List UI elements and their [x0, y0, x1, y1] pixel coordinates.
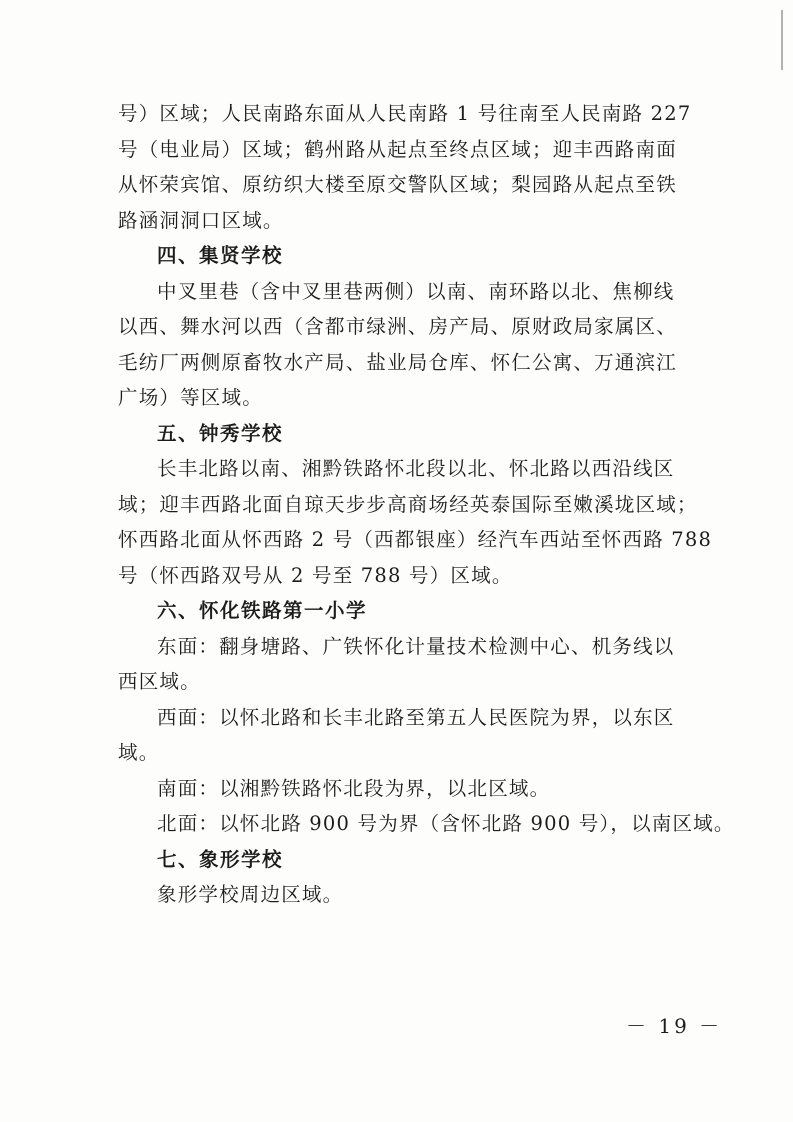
- text-line: 广场）等区域。: [118, 386, 263, 409]
- paragraph: [118, 274, 686, 416]
- text-line: 南面：以湘黔铁路怀北段为界，以北区域。: [157, 776, 551, 800]
- text-line: 毛纺厂两侧原畜牧水产局、盐业局仓库、怀仁公寓、万通滨江: [118, 350, 677, 374]
- text-line: 号（电业局）区域；鹤州路从起点至终点区域；迎丰西路南面: [118, 137, 677, 161]
- text-line: 域；迎丰西路北面自琼天步步高商场经英泰国际至嫩溪垅区域；: [118, 492, 698, 516]
- text-line: 从怀荣宾馆、原纺织大楼至原交警队区域；梨园路从起点至铁: [118, 173, 677, 196]
- text-line: 西面：以怀北路和长丰北路至第五人民医院为界，以东区: [157, 705, 675, 729]
- text-line: 路涵洞洞口区域。: [118, 208, 284, 232]
- text-line: 东面：翻身塘路、广铁怀化计量技术检测中心、机务线以: [157, 634, 675, 658]
- section-heading: 四、集贤学校: [157, 244, 284, 267]
- text-line: 号（怀西路双号从 2 号至 788 号）区域。: [118, 563, 513, 587]
- text-line: 以西、舞水河以西（含都市绿洲、房产局、原财政局家属区、: [118, 315, 677, 338]
- paragraph: [118, 771, 686, 807]
- text-line: 怀西路北面从怀西路 2 号（西都银座）经汽车西站至怀西路 788: [118, 528, 713, 551]
- section-heading: 五、钟秀学校: [157, 421, 284, 445]
- paragraph: [118, 96, 692, 238]
- section-heading: 六、怀化铁路第一小学: [157, 599, 368, 622]
- text-line: 西区域。: [118, 670, 201, 693]
- scan-edge-mark: [781, 10, 783, 70]
- text-line: 北面：以怀北路 900 号为界（含怀北路 900 号），以南区域。: [157, 812, 735, 835]
- paragraph: [118, 877, 686, 913]
- text-line: 域。: [118, 741, 160, 764]
- page-number: － 19 －: [626, 1014, 723, 1038]
- section-heading: 七、象形学校: [157, 847, 284, 871]
- text-line: 号）区域；人民南路东面从人民南路 1 号往南至人民南路 227: [118, 102, 692, 125]
- text-line: 中叉里巷（含中叉里巷两侧）以南、南环路以北、焦柳线: [157, 279, 675, 303]
- paragraph: [118, 806, 735, 842]
- text-line: 象形学校周边区域。: [157, 883, 344, 906]
- text-line: 长丰北路以南、湘黔铁路怀北段以北、怀北路以西沿线区: [157, 457, 675, 480]
- paragraph: [118, 451, 713, 593]
- paragraph: [118, 629, 686, 700]
- paragraph: [118, 700, 686, 771]
- document-body: [118, 96, 735, 913]
